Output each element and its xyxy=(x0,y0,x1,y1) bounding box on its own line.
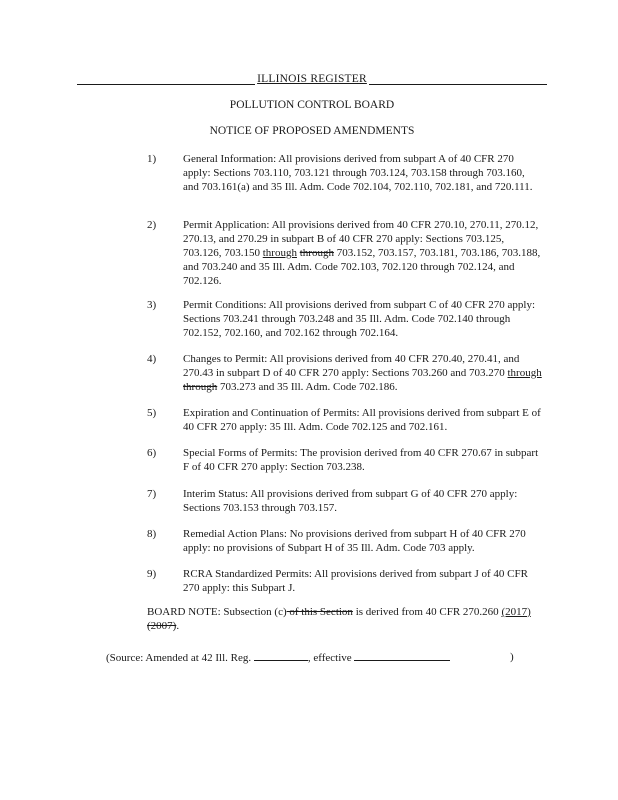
source-middle: , effective xyxy=(307,652,352,664)
item-text: Permit Application: All provisions derived from 40 CFR 270.10, 270.11, 270.12, 270.13, and 270.29 in subpart B of 40 CFR 270 apply: Sections 703.125, 703.126, 703.150 through through 703.152, 703.157, 703.181, 703.186, 703.188, and 703.240 and 35 Ill. Adm. Code 702.103, 702.120 through 702.124, and 702.126. xyxy=(183,219,541,287)
item-text: Special Forms of Permits: The provision derived from 40 CFR 270.67 in subpart F of 40 CFR 270 apply: Section 703.238. xyxy=(183,447,539,473)
board-note: BOARD NOTE: Subsection (c) of this Section is derived from 40 CFR 270.260 (2017) (2007). xyxy=(147,606,531,632)
item-number: 1) xyxy=(147,153,157,165)
register-title: ILLINOIS REGISTER xyxy=(257,73,367,85)
inserted-text: through xyxy=(507,367,542,379)
item-text: Permit Conditions: All provisions derived from subpart C of 40 CFR 270 apply: Sections 703.241 through 703.248 and 35 Ill. Adm. Code 702.140 through 702.152, 702.160, and 702.162 through 702.164. xyxy=(183,299,535,339)
notice-title: NOTICE OF PROPOSED AMENDMENTS xyxy=(209,125,415,137)
struck-text: through xyxy=(299,247,334,259)
item-number: 4) xyxy=(147,353,157,365)
inserted-text: through xyxy=(262,247,297,259)
item-text: Changes to Permit: All provisions derived from 40 CFR 270.40, 270.41, and 270.43 in subpart D of 40 CFR 270 apply: Sections 703.260 and 703.270 through through 703.273 and 35 Ill. Adm. Code 702.186. xyxy=(183,353,542,393)
item-text: RCRA Standardized Permits: All provisions derived from subpart J of 40 CFR 270 apply: this Subpart J. xyxy=(183,568,528,594)
struck-text: (2007) xyxy=(147,620,177,632)
agency-name: POLLUTION CONTROL BOARD xyxy=(229,99,395,111)
item-number: 9) xyxy=(147,568,157,580)
source-prefix: (Source: Amended at 42 Ill. Reg. xyxy=(106,652,252,664)
item-number: 3) xyxy=(147,299,157,311)
item-number: 2) xyxy=(147,219,157,231)
register-header xyxy=(77,72,547,88)
source-line xyxy=(106,650,526,665)
item-text: Expiration and Continuation of Permits: All provisions derived from subpart E of 40 CFR 270 apply: 35 Ill. Adm. Code 702.125 and 702.161. xyxy=(183,407,541,433)
item-text: Interim Status: All provisions derived from subpart G of 40 CFR 270 apply: Sections 703.153 through 703.157. xyxy=(183,488,518,514)
source-close: ) xyxy=(510,651,514,663)
effective-date-blank xyxy=(354,650,450,661)
struck-text: through xyxy=(183,381,218,393)
item-number: 7) xyxy=(147,488,157,500)
item-text: Remedial Action Plans: No provisions derived from subpart H of 40 CFR 270 apply: no provisions of Subpart H of 35 Ill. Adm. Code 703 apply. xyxy=(183,528,526,554)
inserted-text: (2017) xyxy=(501,606,531,618)
struck-text: of this Section xyxy=(286,606,353,618)
item-text: General Information: All provisions derived from subpart A of 40 CFR 270 apply: Sections 703.110, 703.121 through 703.124, 703.158 through 703.160, and 703.161(a) and 35 Ill. Adm. Code 702.104, 702.110, 702.181, and 720.111. xyxy=(183,153,533,193)
item-number: 8) xyxy=(147,528,157,540)
reg-blank xyxy=(254,650,308,661)
item-number: 5) xyxy=(147,407,157,419)
item-number: 6) xyxy=(147,447,157,459)
